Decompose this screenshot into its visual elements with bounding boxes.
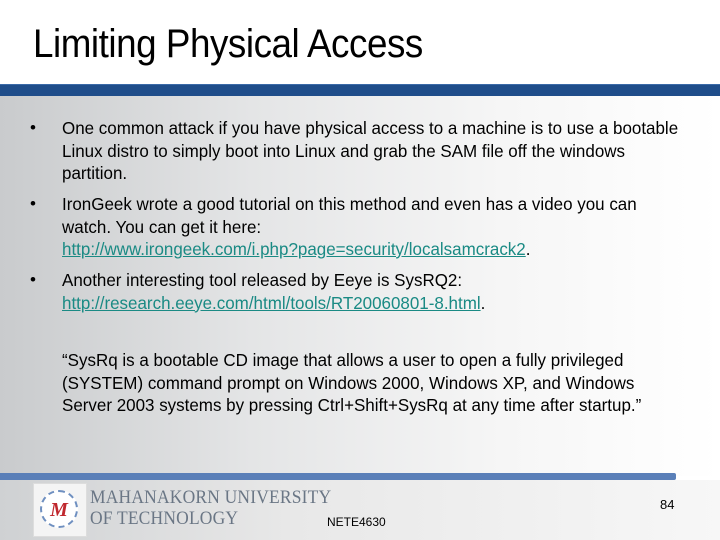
title-area: [0, 0, 720, 84]
bullet-text: Another interesting tool released by Eeye is SysRQ2:: [62, 270, 463, 290]
slide-title: Limiting Physical Access: [33, 22, 423, 66]
bullet-icon: •: [30, 118, 36, 137]
bullet-icon: •: [30, 270, 36, 289]
bullet-item-1: [62, 117, 683, 185]
sysrq-quote: “SysRq is a bootable CD image that allows a user to open a fully privileged (SYSTEM) command prompt on Windows 2000, Windows XP, and Windows Server 2003 systems by pressing Ctrl+Shift+SysRq at any time after startup.”: [62, 350, 642, 415]
footer-divider-bar: [0, 473, 676, 480]
logo-seal-icon: [40, 490, 78, 528]
university-name: [90, 487, 331, 529]
title-divider-bar: [0, 84, 720, 96]
university-logo: [33, 483, 87, 537]
bullet-text: IronGeek wrote a good tutorial on this method and even has a video you can watch. You can get it here:: [62, 194, 637, 237]
logo-monogram: M: [50, 499, 68, 521]
link-suffix: .: [525, 239, 531, 259]
bullet-text: One common attack if you have physical access to a machine is to use a bootable Linux distro to simply boot into Linux and grab the SAM file off the windows partition.: [62, 118, 679, 183]
university-name-line1: MAHANAKORN UNIVERSITY: [90, 487, 332, 508]
link-suffix: .: [480, 292, 486, 313]
irongeek-link[interactable]: http://www.irongeek.com/i.php?page=security/localsamcrack2: [62, 239, 526, 259]
bullet-item-2: [62, 193, 683, 261]
eeye-link[interactable]: http://research.eeye.com/html/tools/RT20060801-8.html: [62, 292, 481, 313]
bullet-item-3: [62, 269, 683, 314]
page-number: 84: [660, 497, 675, 512]
course-code: NETE4630: [327, 515, 386, 529]
bullet-icon: •: [30, 194, 36, 213]
university-name-line2: OF TECHNOLOGY: [90, 508, 239, 529]
